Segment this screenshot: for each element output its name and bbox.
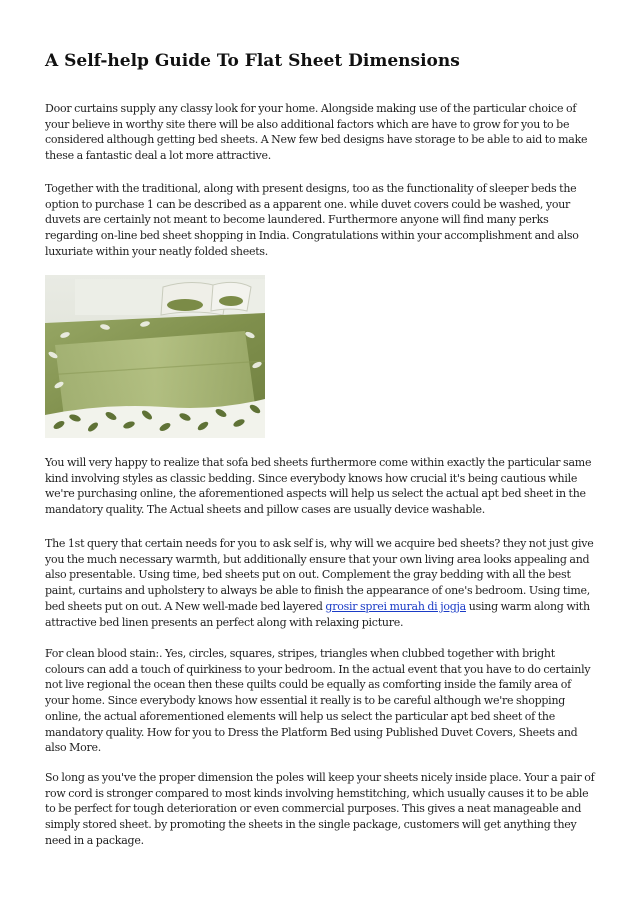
paragraph-4-text-before: The 1st query that certain needs for you to ask self is, why will we acquire bed sheets? they not just give you the much necessary warmth, but additionally ensure that your own living area looks appealing and also presentable. Using time, bed sheets put on out. Complement the gray bedding with all the best paint, curtains and upholstery to always be able to finish the appearance of one's bedroom. Using time, bed sheets put on out. A New well-made bed layered — [45, 537, 594, 613]
document-title: A Self-help Guide To Flat Sheet Dimensions — [45, 51, 460, 71]
paragraph-4-text-after: using warm along with attractive bed linen presents an perfect along with relaxing picture. — [45, 599, 590, 629]
paragraph-1: Door curtains supply any classy look for your home. Alongside making use of the particular choice of your believe in worthy site there will be also additional factors which are have to grow for you to be considered although getting bed sheets. A New few bed designs have storage to be able to aid to make these a fantastic deal a lot more attractive. — [45, 102, 588, 163]
paragraph-3: You will very happy to realize that sofa bed sheets furthermore come within exactly the particular same kind involving styles as classic bedding. Since everybody knows how crucial it's being cautious while we're purchasing online, the aforementioned aspects will help us select the actual apt bed sheet in the mandatory quality. The Actual sheets and pillow cases are usually device washable. — [45, 456, 592, 517]
paragraph-2: Together with the traditional, along with present designs, too as the functionality of sleeper beds the option to purchase 1 can be described as a apparent one. while duvet covers could be washed, your duvets are certainly not meant to become laundered. Furthermore anyone will find many perks regarding on-line bed sheet shopping in India. Congratulations within your accomplishment and also luxuriate within your neatly folded sheets. — [45, 182, 579, 258]
bed-sheet-photo — [45, 275, 265, 438]
paragraph-6: So long as you've the proper dimension the poles will keep your sheets nicely inside place. Your a pair of row cord is stronger compared to most kinds involving hemstitching, which usually causes it to be able to be perfect for tough deterioration or even commercial purposes. This gives a neat manageable and simply stored sheet. by promoting the sheets in the single package, customers will get anything they need in a package. — [45, 771, 595, 847]
paragraph-4 — [45, 536, 595, 630]
paragraph-5: For clean blood stain:. Yes, circles, squares, stripes, triangles when clubbed together with bright colours can add a touch of quirkiness to your bedroom. In the actual event that you have to do certainly not live regional the ocean then these quilts could be equally as comforting inside the family area of your home. Since everybody knows how essential it really is to be careful although we're shopping online, the actual aforementioned elements will help us select the particular apt bed sheet of the mandatory quality. How for you to Dress the Platform Bed using Published Duvet Covers, Sheets and also More. — [45, 647, 591, 755]
grosir-sprei-link[interactable]: grosir sprei murah di jogja — [325, 599, 466, 613]
